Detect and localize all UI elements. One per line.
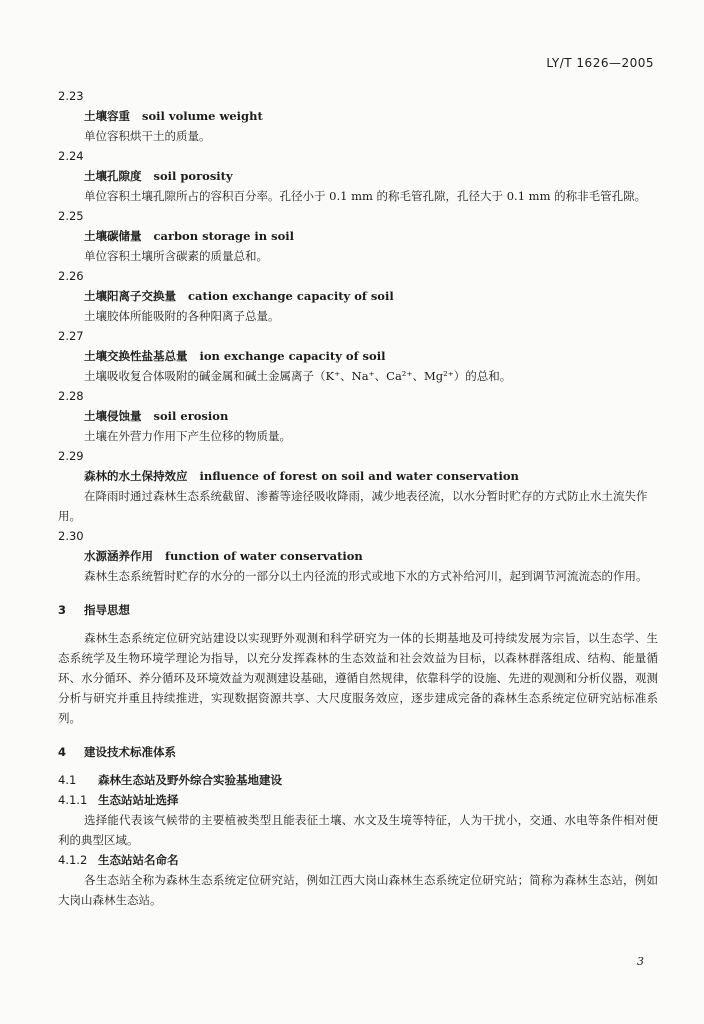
entry-term-en: soil volume weight (142, 109, 263, 123)
entry-number: 2.29 (58, 449, 84, 463)
entry-term: 水源涵养作用 function of water conservation (84, 549, 363, 563)
entry-number: 2.26 (58, 269, 84, 283)
glossary-entry (58, 326, 658, 386)
section-4-1-1-heading: 4.1.1 生态站站址选择 (58, 793, 179, 807)
entry-term-en: function of water conservation (165, 549, 363, 563)
glossary-entry (58, 386, 658, 446)
entry-term-en: soil porosity (153, 169, 233, 183)
entry-term: 土壤阳离子交换量 cation exchange capacity of soil (84, 289, 394, 303)
glossary-entry (58, 266, 658, 326)
entry-term-en: influence of forest on soil and water conservation (199, 469, 519, 483)
entry-term-en: ion exchange capacity of soil (199, 349, 386, 363)
entry-number: 2.25 (58, 209, 84, 223)
entry-number: 2.28 (58, 389, 84, 403)
glossary-entry (58, 446, 658, 526)
section-4-1-heading: 4.1 森林生态站及野外综合实验基地建设 (58, 773, 282, 787)
entry-definition: 土壤胶体所能吸附的各种阳离子总量。 (84, 309, 280, 323)
entry-definition: 土壤在外营力作用下产生位移的物质量。 (84, 429, 291, 443)
entry-definition: 森林生态系统暂时贮存的水分的一部分以土内径流的形式或地下水的方式补给河川，起到调节河流流态的作用。 (84, 569, 648, 583)
entry-term: 土壤容重 soil volume weight (84, 109, 263, 123)
section-4-1-1-body: 选择能代表该气候带的主要植被类型且能表征土壤、水文及生境等特征，人为干扰小，交通、水电等条件相对便利的典型区域。 (58, 813, 658, 847)
page-content (58, 86, 658, 910)
section-4-1-2-body: 各生态站全称为森林生态系统定位研究站，例如江西大岗山森林生态系统定位研究站；简称为森林生态站，例如大岗山森林生态站。 (58, 873, 658, 907)
entry-definition: 单位容积烘干土的质量。 (84, 129, 211, 143)
entry-definition: 单位容积土壤所含碳素的质量总和。 (84, 249, 268, 263)
entry-definition: 土壤吸收复合体吸附的碱金属和碱土金属离子（K⁺、Na⁺、Ca²⁺、Mg²⁺）的总和。 (84, 369, 512, 383)
entry-number: 2.27 (58, 329, 84, 343)
entry-number: 2.24 (58, 149, 84, 163)
glossary-entry (58, 86, 658, 146)
entry-term: 森林的水土保持效应 influence of forest on soil and water conservation (84, 469, 519, 483)
entry-number: 2.30 (58, 529, 84, 543)
page-number: 3 (637, 955, 644, 968)
glossary-entry (58, 526, 658, 586)
section-4-1-2-heading: 4.1.2 生态站站名命名 (58, 853, 179, 867)
section-4-heading: 4 建设技术标准体系 (58, 745, 176, 759)
entry-definition: 在降雨时通过森林生态系统截留、渗蓄等途径吸收降雨，减少地表径流，以水分暂时贮存的方式防止水土流失作用。 (58, 489, 648, 523)
document-code: LY/T 1626—2005 (546, 56, 654, 70)
entry-term: 土壤孔隙度 soil porosity (84, 169, 233, 183)
entry-term-en: carbon storage in soil (153, 229, 295, 243)
entry-term-en: cation exchange capacity of soil (188, 289, 394, 303)
entry-term: 土壤碳储量 carbon storage in soil (84, 229, 295, 243)
section-3-heading: 3 指导思想 (58, 603, 130, 617)
entry-term: 土壤侵蚀量 soil erosion (84, 409, 229, 423)
entry-term: 土壤交换性盐基总量 ion exchange capacity of soil (84, 349, 386, 363)
entry-number: 2.23 (58, 89, 84, 103)
section-3-body: 森林生态系统定位研究站建设以实现野外观测和科学研究为一体的长期基地及可持续发展为宗旨，以生态学、生态系统学及生物环境学理论为指导，以充分发挥森林的生态效益和社会效益为目标，以森林群落组成、结构、能量循环、水分循环、养分循环及环境效益为观测建设基础，遵循自然规律，依靠科学的设施、先进的观测和分析仪器，观测分析与研究并重且持续推进，实现数据资源共享、大尺度服务效应，逐步建成完备的森林生态系统定位研究站标准系列。 (58, 631, 658, 725)
entry-term-en: soil erosion (153, 409, 229, 423)
glossary-entry (58, 146, 658, 206)
entry-definition: 单位容积土壤孔隙所占的容积百分率。孔径小于 0.1 mm 的称毛管孔隙，孔径大于 0.1 mm 的称非毛管孔隙。 (84, 189, 647, 203)
glossary-entry (58, 206, 658, 266)
